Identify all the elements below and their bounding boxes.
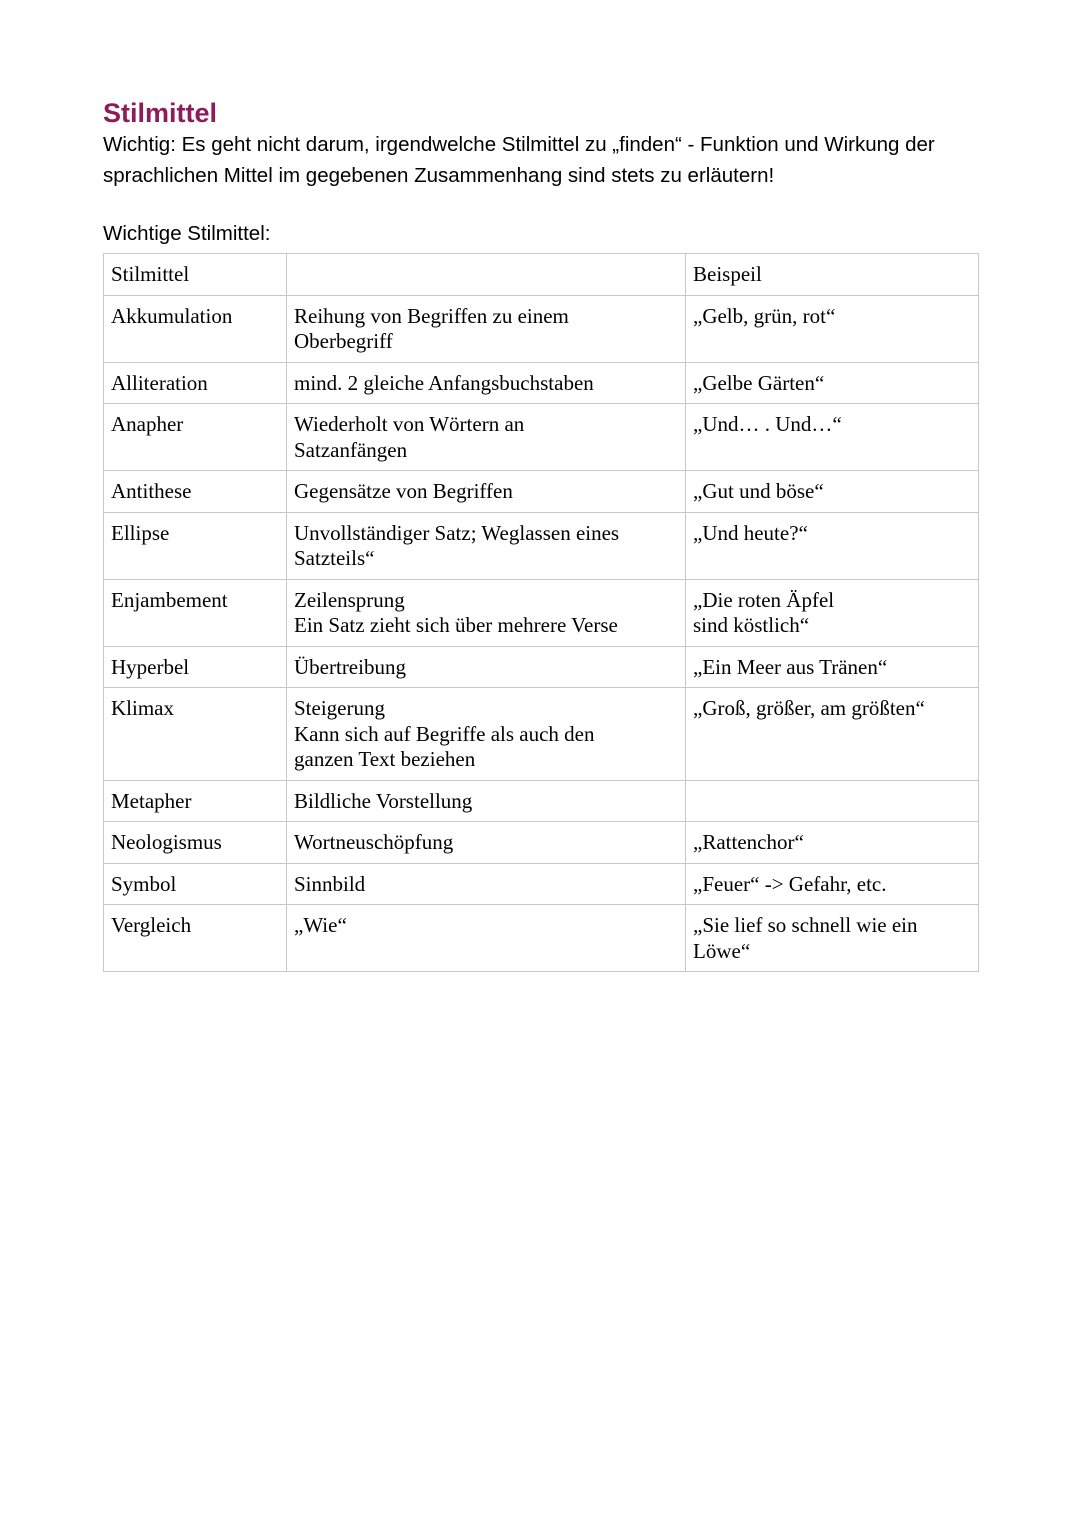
cell-example <box>686 362 979 404</box>
cell-description <box>287 512 686 579</box>
table-row <box>104 822 979 864</box>
example-line: sind köstlich“ <box>693 613 810 637</box>
description-line: Zeilensprung <box>294 587 405 612</box>
cell-stilmittel-name: Akkumulation <box>104 295 287 362</box>
cell-stilmittel-name: Metapher <box>104 780 287 822</box>
cell-description <box>287 822 686 864</box>
page-title: Stilmittel <box>103 98 218 128</box>
example-line: „Die roten Äpfel <box>693 587 835 612</box>
table-row <box>104 579 979 646</box>
cell-description <box>287 579 686 646</box>
cell-description <box>287 688 686 781</box>
table-row <box>104 404 979 471</box>
cell-example <box>686 512 979 579</box>
header-cell-example: Beispeil <box>686 254 979 296</box>
example-line: „Gelb, grün, rot“ <box>693 303 836 328</box>
cell-example <box>686 863 979 905</box>
cell-description <box>287 863 686 905</box>
cell-description <box>287 780 686 822</box>
table-row <box>104 646 979 688</box>
example-line: „Gut und böse“ <box>693 479 824 503</box>
description-line: Wiederholt von Wörtern an <box>294 412 525 436</box>
cell-description <box>287 646 686 688</box>
description-line: Übertreibung <box>294 654 406 679</box>
cell-stilmittel-name: Antithese <box>104 471 287 513</box>
cell-example <box>686 688 979 781</box>
description-line: Wortneuschöpfung <box>294 830 454 854</box>
cell-example <box>686 822 979 864</box>
description-line: Oberbegriff <box>294 329 393 353</box>
cell-stilmittel-name: Klimax <box>104 688 287 781</box>
description-line: Reihung von Begriffen zu einem <box>294 303 569 328</box>
description-line: Gegensätze von Begriffen <box>294 479 513 503</box>
cell-stilmittel-name: Neologismus <box>104 822 287 864</box>
cell-stilmittel-name: Ellipse <box>104 512 287 579</box>
description-line: mind. 2 gleiche Anfangsbuchstaben <box>294 370 594 395</box>
cell-example <box>686 780 979 822</box>
document-page <box>103 98 978 972</box>
description-line: Ein Satz zieht sich über mehrere Verse <box>294 613 618 637</box>
example-line: „Groß, größer, am größten“ <box>693 696 925 720</box>
table-caption: Wichtige Stilmittel: <box>103 222 271 245</box>
cell-description <box>287 295 686 362</box>
header-cell-name: Stilmittel <box>104 254 287 296</box>
description-line: Kann sich auf Begriffe als auch den <box>294 721 595 746</box>
header-cell-description <box>287 254 686 296</box>
description-line: Satzteils“ <box>294 546 375 570</box>
cell-description <box>287 905 686 972</box>
table-row <box>104 295 979 362</box>
cell-example <box>686 579 979 646</box>
description-line: „Wie“ <box>294 913 347 937</box>
description-line: Satzanfängen <box>294 437 408 462</box>
example-line: „Gelbe Gärten“ <box>693 370 825 395</box>
table-row <box>104 688 979 781</box>
example-line: „Feuer“ -> Gefahr, etc. <box>693 871 887 896</box>
cell-example <box>686 404 979 471</box>
stilmittel-table <box>103 253 979 972</box>
cell-example <box>686 905 979 972</box>
cell-stilmittel-name: Vergleich <box>104 905 287 972</box>
description-line: Sinnbild <box>294 871 366 896</box>
example-line: „Und… . Und…“ <box>693 412 842 436</box>
cell-example <box>686 646 979 688</box>
cell-stilmittel-name: Hyperbel <box>104 646 287 688</box>
example-line: „Rattenchor“ <box>693 830 804 854</box>
cell-stilmittel-name: Alliteration <box>104 362 287 404</box>
cell-stilmittel-name: Enjambement <box>104 579 287 646</box>
cell-description <box>287 471 686 513</box>
example-line: Löwe“ <box>693 938 751 963</box>
table-row <box>104 471 979 513</box>
table-row <box>104 863 979 905</box>
table-row <box>104 780 979 822</box>
cell-description <box>287 362 686 404</box>
description-line: Bildliche Vorstellung <box>294 788 473 813</box>
example-line: „Und heute?“ <box>693 520 808 545</box>
cell-stilmittel-name: Anapher <box>104 404 287 471</box>
intro-paragraph: Wichtig: Es geht nicht darum, irgendwelche Stilmittel zu „finden“ - Funktion und Wirkung der sprachlichen Mittel im gegebenen Zusammenhang sind stets zu erläutern! <box>103 133 935 187</box>
description-line: Steigerung <box>294 696 385 720</box>
cell-example <box>686 471 979 513</box>
description-line: Unvollständiger Satz; Weglassen eines <box>294 520 620 545</box>
table-header-row <box>104 254 979 296</box>
description-line: ganzen Text beziehen <box>294 747 476 771</box>
table-row <box>104 362 979 404</box>
example-line: „Ein Meer aus Tränen“ <box>693 654 888 679</box>
table-row <box>104 905 979 972</box>
cell-stilmittel-name: Symbol <box>104 863 287 905</box>
example-line: „Sie lief so schnell wie ein <box>693 913 918 937</box>
cell-example <box>686 295 979 362</box>
table-row <box>104 512 979 579</box>
cell-description <box>287 404 686 471</box>
